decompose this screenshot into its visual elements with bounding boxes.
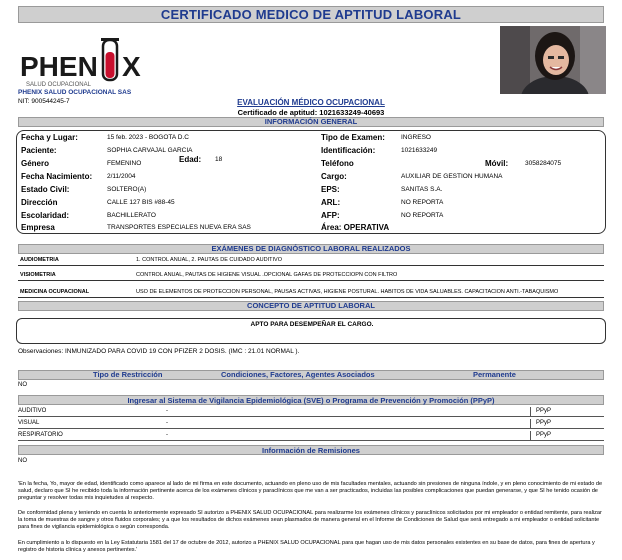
fecha-lugar-value: 15 feb. 2023 - BOGOTA D.C xyxy=(107,134,189,141)
exam-detail: CONTROL ANUAL, PAUTAS DE HIGIENE VISUAL .OPCIONAL GAFAS DE PROTECCIOPN CON FILTRO xyxy=(136,272,398,278)
estado-civil-value: SOLTERO(A) xyxy=(107,186,147,193)
exam-row xyxy=(18,255,604,266)
info-general-box xyxy=(16,130,606,234)
fecha-nacimiento-label: Fecha Nacimiento: xyxy=(21,172,93,181)
edad-label: Edad: xyxy=(179,155,202,164)
fecha-lugar-label: Fecha y Lugar: xyxy=(21,133,78,142)
consent-paragraph: 'En la fecha, Yo, mayor de edad, identificado como aparece al lado de mi firma en este documento, actuando en pleno uso de mis facultades mentales, actuando sin presiones de ninguna índole, y en pleno conocimiento de mi estado de salud, declaro que SI he recibido toda la información pertinente acerca de los exámenes clínicos y paraclínicos que me van a ser practicados, incluidas las posibles complicaciones que puedan generarse, y que SI he tenido ocasión de preguntar y resolver todas mis inquietudes al respecto. xyxy=(18,481,603,501)
consent-paragraph: De conformidad plena y teniendo en cuenta lo anteriormente expresado SI autorizo a PHENIX SALUD OCUPACIONAL para realizarme los exámenes clínicos y paraclínicos solicitados por mi empleador o entidad remitente, para realizar la toma de muestras de sangre y otros fluidos corporales; y a que los resultados de dichos exámenes sean plasmados de manera general en el Informe de Condiciones de Salud que será entregado a mi empleador o entidad solicitante para fines de vigilancia epidemiológica o según corresponda. xyxy=(18,510,602,530)
svg-text:SALUD OCUPACIONAL: SALUD OCUPACIONAL xyxy=(26,82,91,88)
sve-row xyxy=(18,407,604,417)
genero-label: Género xyxy=(21,159,50,168)
company-nit: NIT: 900544245-7 xyxy=(18,98,70,105)
restr-perm-header: Permanente xyxy=(473,370,516,379)
movil-value: 3058284075 xyxy=(525,160,562,167)
sve-program: PPyP xyxy=(536,408,552,414)
eps-value: SANITAS S.A. xyxy=(401,186,443,193)
sve-name: VISUAL xyxy=(18,420,40,426)
exams-header: EXÁMENES DE DIAGNÓSTICO LABORAL REALIZADOS xyxy=(18,244,604,254)
exam-detail: 1. CONTROL ANUAL, 2. PAUTAS DE CUIDADO AUDITIVO xyxy=(136,257,282,263)
exam-name: VISIOMETRIA xyxy=(20,272,56,278)
certificate-number: Certificado de aptitud: 1021633249-40693 xyxy=(237,108,385,117)
remisiones-title: Información de Remisiones xyxy=(262,446,360,455)
escolaridad-label: Escolaridad: xyxy=(21,211,70,220)
sve-name: RESPIRATORIO xyxy=(18,432,63,438)
info-general-header: INFORMACIÓN GENERAL xyxy=(18,117,604,127)
direccion-value: CALLE 127 BIS #88-45 xyxy=(107,199,175,206)
restr-tipo-header: Tipo de Restricción xyxy=(93,370,163,379)
svg-text:X: X xyxy=(122,51,141,82)
sve-header xyxy=(18,395,604,405)
remisiones-header xyxy=(18,445,604,455)
afp-value: NO REPORTA xyxy=(401,212,444,219)
remisiones-value: NO xyxy=(18,458,27,464)
paciente-value: SOPHIA CARVAJAL GARCIA xyxy=(107,147,193,154)
telefono-label: Teléfono xyxy=(321,159,354,168)
concept-header: CONCEPTO DE APTITUD LABORAL xyxy=(18,301,604,311)
patient-photo xyxy=(500,26,606,94)
exam-name: AUDIOMETRIA xyxy=(20,257,59,263)
exam-row xyxy=(18,287,604,298)
estado-civil-label: Estado Civil: xyxy=(21,185,70,194)
area-label: Área: OPERATIVA xyxy=(321,223,390,232)
cargo-value: AUXILIAR DE GESTION HUMANA xyxy=(401,173,503,180)
sve-row xyxy=(18,431,604,441)
consent-paragraph: En cumplimiento a lo dispuesto en la Ley Estatutaria 1581 del 17 de octubre de 2012, autorizo a PHENIX SALUD OCUPACIONAL para que hagan uso de mis datos personales existentes en su base de datos, para fines de apertura y registro de historia clínica y anexos pertinentes.' xyxy=(18,540,595,553)
exam-row xyxy=(18,270,604,281)
arl-value: NO REPORTA xyxy=(401,199,444,206)
cargo-label: Cargo: xyxy=(321,172,347,181)
concept-box xyxy=(16,318,606,344)
paciente-label: Paciente: xyxy=(21,146,57,155)
tipo-examen-value: INGRESO xyxy=(401,134,431,141)
concept-text: APTO PARA DESEMPEÑAR EL CARGO. xyxy=(250,321,374,328)
restrictions-header xyxy=(18,370,604,380)
observations: Observaciones: INMUNIZADO PARA COVID 19 CON PFIZER 2 DOSIS. (IMC : 21.01 NORMAL ). xyxy=(18,348,300,355)
evaluation-title: EVALUACIÓN MÉDICO OCUPACIONAL xyxy=(237,98,385,107)
direccion-label: Dirección xyxy=(21,198,58,207)
sve-mid: - xyxy=(166,432,168,438)
identificacion-label: Identificación: xyxy=(321,146,376,155)
escolaridad-value: BACHILLERATO xyxy=(107,212,156,219)
eps-label: EPS: xyxy=(321,185,340,194)
restrictions-value: NO xyxy=(18,382,27,388)
sve-mid: - xyxy=(166,420,168,426)
afp-label: AFP: xyxy=(321,211,340,220)
logo-text: PHEN xyxy=(20,51,98,82)
tipo-examen-label: Tipo de Examen: xyxy=(321,133,385,142)
movil-label: Móvil: xyxy=(485,159,509,168)
sve-name: AUDITIVO xyxy=(18,408,47,414)
edad-value: 18 xyxy=(215,156,223,163)
company-name: PHENIX SALUD OCUPACIONAL SAS xyxy=(18,89,132,96)
sve-program: PPyP xyxy=(536,420,552,426)
empresa-label: Empresa xyxy=(21,223,55,232)
identificacion-value: 1021633249 xyxy=(401,147,438,154)
sve-row xyxy=(18,419,604,429)
exam-detail: USO DE ELEMENTOS DE PROTECCION PERSONAL, PAUSAS ACTIVAS, HIGIENE POSTURAL. HABITOS DE VIDA SALUABLES. CAPACITACION ANTI.-TABAQUISMO xyxy=(136,289,559,295)
sve-mid: - xyxy=(166,408,168,414)
empresa-value: TRANSPORTES ESPECIALES NUEVA ERA SAS xyxy=(107,224,251,231)
fecha-nacimiento-value: 2/11/2004 xyxy=(107,173,136,180)
genero-value: FEMENINO xyxy=(107,160,142,167)
sve-title: Ingresar al Sistema de Vigilancia Epidemiológica (SVE) o Programa de Prevención y Promoción (PPyP) xyxy=(127,396,495,405)
sve-program: PPyP xyxy=(536,432,552,438)
exam-name: MEDICINA OCUPACIONAL xyxy=(20,289,90,295)
arl-label: ARL: xyxy=(321,198,341,207)
restr-cond-header: Condiciones, Factores, Agentes Asociados xyxy=(221,370,375,379)
phenix-logo xyxy=(18,34,148,92)
certificate-title-bar xyxy=(18,6,604,23)
certificate-title: CERTIFICADO MEDICO DE APTITUD LABORAL xyxy=(160,7,462,22)
